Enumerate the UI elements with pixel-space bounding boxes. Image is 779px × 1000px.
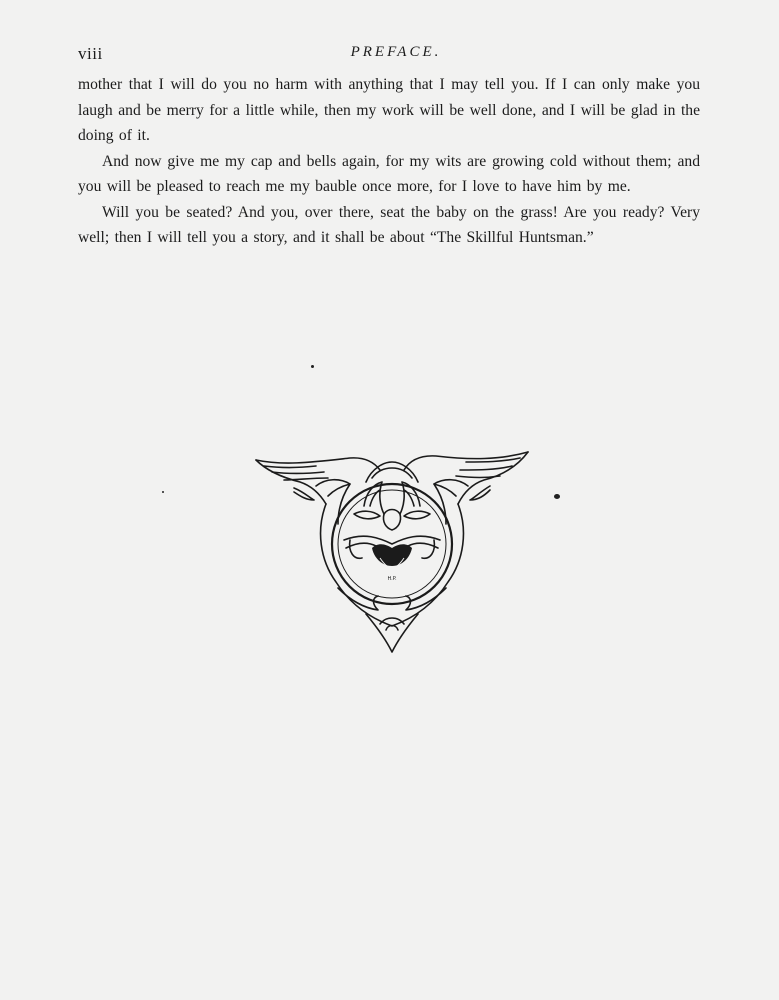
page-number: viii [78, 44, 103, 63]
ink-speck [311, 365, 314, 368]
ornament-monogram: H.P. [387, 576, 397, 582]
winged-shield-ornament-icon [254, 448, 530, 654]
ink-speck [162, 491, 164, 493]
paragraph-continued: mother that I will do you no harm with anything that I may tell you. If I can only make you laugh and be merry for a little while, then my work will be well done, and I will be glad in the doing of it. [78, 76, 700, 144]
ink-speck [554, 494, 560, 499]
preface-body [78, 72, 700, 251]
running-head-title: PREFACE. [350, 44, 442, 60]
running-head [78, 44, 700, 68]
paragraph-cap-and-bells: And now give me my cap and bells again, for my wits are growing cold without them; and you will be pleased to reach me my bauble once more, for I love to have him by me. [78, 152, 700, 195]
paragraph-will-you-be-seated: Will you be seated? And you, over there, seat the baby on the grass! Are you ready? Very well; then I will tell you a story, and it shall be about “The Skillful Huntsman.” [78, 203, 700, 246]
